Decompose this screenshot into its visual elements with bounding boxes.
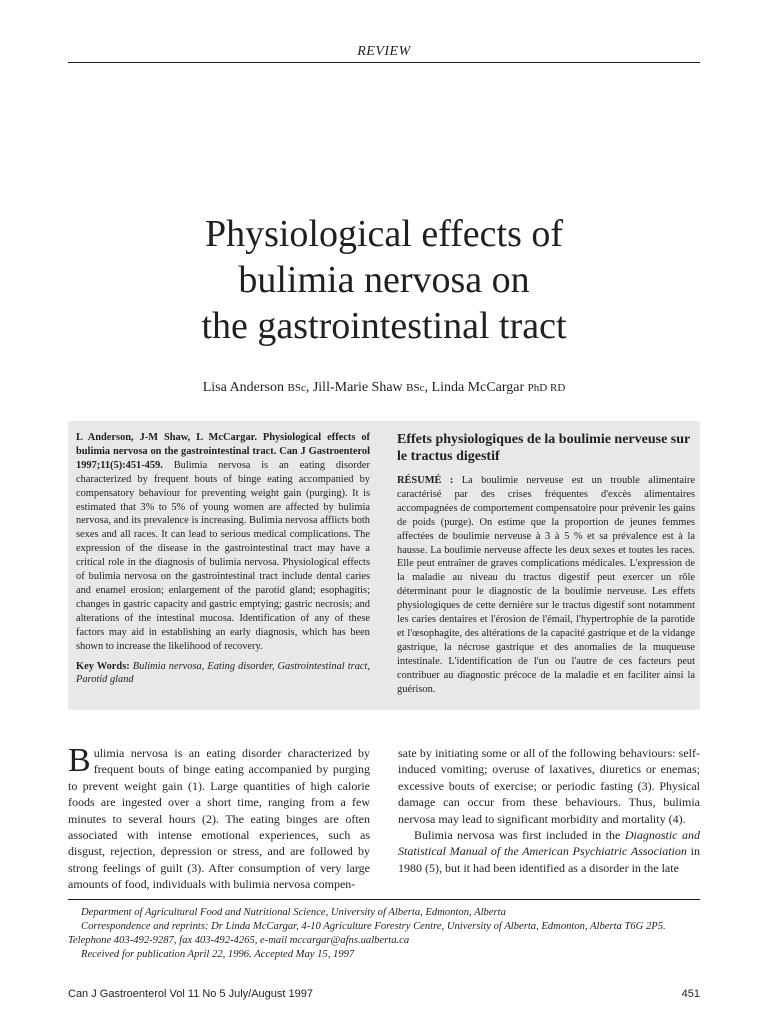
journal-footer: Can J Gastroenterol Vol 11 No 5 July/August 1997 bbox=[68, 988, 313, 1000]
author-name: Jill-Marie Shaw bbox=[312, 380, 403, 395]
title-line: Physiological effects of bbox=[204, 213, 564, 255]
article-title bbox=[68, 211, 700, 349]
keywords-list: Bulimia nervosa, Eating disorder, Gastrointestinal tract, Parotid gland bbox=[76, 660, 370, 686]
author-degree: BSc bbox=[287, 382, 306, 394]
body-paragraph: ulimia nervosa is an eating disorder characterized by frequent bouts of binge eating accompanied by purging to prevent weight gain (1). Large quantities of high calorie foods are ingested over a short time, ranging from a few minutes to several hours (2). The eating binges are often associated with intense emotional experiences, such as disgust, rejection, depression or stress, and are followed by strong feelings of guilt (3). After consumption of very large amounts of food, individuals with bulimia nervosa compen- bbox=[68, 746, 370, 892]
abstract-citation: L Anderson, J-M Shaw, L McCargar. Physiological effects of bulimia nervosa on the gastrointestinal tract. Can J Gastroenterol 1997;11(5):451-459. bbox=[76, 432, 370, 471]
author-separator: , bbox=[424, 380, 432, 395]
author-name: Linda McCargar bbox=[431, 380, 525, 395]
footnote-rule bbox=[68, 899, 700, 900]
section-label: REVIEW bbox=[357, 44, 411, 59]
page-number: 451 bbox=[681, 988, 700, 1000]
affiliation-line: Department of Agricultural Food and Nutritional Science, University of Alberta, Edmonton, Alberta bbox=[81, 907, 506, 918]
drop-cap: B bbox=[68, 742, 91, 779]
author-separator: , bbox=[305, 380, 313, 395]
abstract-text: Bulimia nervosa is an eating disorder characterized by frequent bouts of binge eating accompanied by compensatory behaviour for preventing weight gain (purging). It is estimated that 3% to 5% of young women are affected by bulimia nervosa, and its prevalence is increasing. Bulimia nervosa afflicts both sexes and all races. It can lead to serious medical complications. The expression of the disease in the gastrointestinal tract may have a critical role in the diagnosis of bulimia nervosa. Physiological effects of bulimia nervosa on the gastrointestinal tract include dental caries and enamel erosion; enlargement of the parotid gland; esophagitis; changes in gastric capacity and gastric emptying; gastric necrosis; and alterations of the intestinal mucosa. Identification of any of these factors may aid in establishing an early diagnosis, which has been shown to increase the likelihood of recovery. bbox=[76, 459, 370, 652]
author-name: Lisa Anderson bbox=[202, 380, 284, 395]
keywords-label: Key Words: bbox=[76, 660, 130, 672]
contact-line: Telephone 403-492-9287, fax 403-492-4265, e-mail mccargar@afns.ualberta.ca bbox=[68, 935, 410, 946]
abstract-english bbox=[76, 431, 370, 687]
body-paragraph: sate by initiating some or all of the following behaviours: self-induced vomiting; overuse of laxatives, diuretics or enemas; excessive bouts of exercise; or periodic fasting (3). Physical damage can occur from these behaviours. Thus, bulimia nervosa may lead to significant morbidity and mortality (4). bbox=[398, 746, 700, 826]
resume-label: RÉSUMÉ : bbox=[397, 475, 454, 486]
title-line: bulimia nervosa on bbox=[238, 259, 530, 301]
author-degree: PhD RD bbox=[527, 382, 566, 394]
title-line: the gastrointestinal tract bbox=[201, 305, 567, 347]
french-title: Effets physiologiques de la boulimie nerveuse sur le tractus digestif bbox=[397, 432, 690, 464]
body-text: in 1980 (5), but it had been identified as a disorder in the late bbox=[398, 844, 700, 875]
correspondence-line: Correspondence and reprints: Dr Linda McCargar, 4-10 Agriculture Forestry Centre, University of Alberta, Edmonton, Alberta T6G 2P5. bbox=[81, 921, 666, 932]
author-list bbox=[68, 380, 700, 396]
abstract-french bbox=[397, 431, 695, 697]
resume-text: La boulimie nerveuse est un trouble alimentaire caractérisé par des crises fréquentes d'excès alimentaires accompagnées de comportement compensatoire pour prévenir les gains de poids (purge). On estime que la proportion de jeunes femmes affectées de boulimie nerveuse à 3 à 5 % et sa prévalence est à la hausse. La boulimie nerveuse affecte les deux sexes et toutes les races. Elle peut entraîner de graves complications médicales. L'expression de la maladie au niveau du tractus digestif peut exercer un rôle déterminant pour le diagnostic de la boulimie nerveuse. Les effets physiologiques de cette dernière sur le tractus digestif sont notamment les caries dentaires et l'érosion de l'émail, l'hypertrophie de la parotide et l'œsophagite, des altérations de la capacité gastrique et de la vidange gastrique, la nécrose gastrique et des anomalies de la muqueuse intestinale. L'identification de l'un ou l'autre de ces facteurs peut contribuer au diagnostic précoce de la maladie et en faciliter ainsi la guérison. bbox=[397, 475, 695, 695]
body-column-left bbox=[68, 742, 370, 893]
dsm-title: Diagnostic and Statistical Manual of the American Psychiatric Association bbox=[398, 828, 700, 859]
body-column-right bbox=[398, 745, 700, 876]
affiliation-block bbox=[68, 906, 700, 962]
keywords bbox=[76, 660, 370, 688]
received-line: Received for publication April 22, 1996. Accepted May 15, 1997 bbox=[81, 949, 355, 960]
body-text: Bulimia nervosa was first included in the bbox=[414, 828, 625, 843]
author-degree: BSc bbox=[406, 382, 425, 394]
header-rule bbox=[68, 62, 700, 63]
body-paragraph bbox=[398, 827, 700, 876]
